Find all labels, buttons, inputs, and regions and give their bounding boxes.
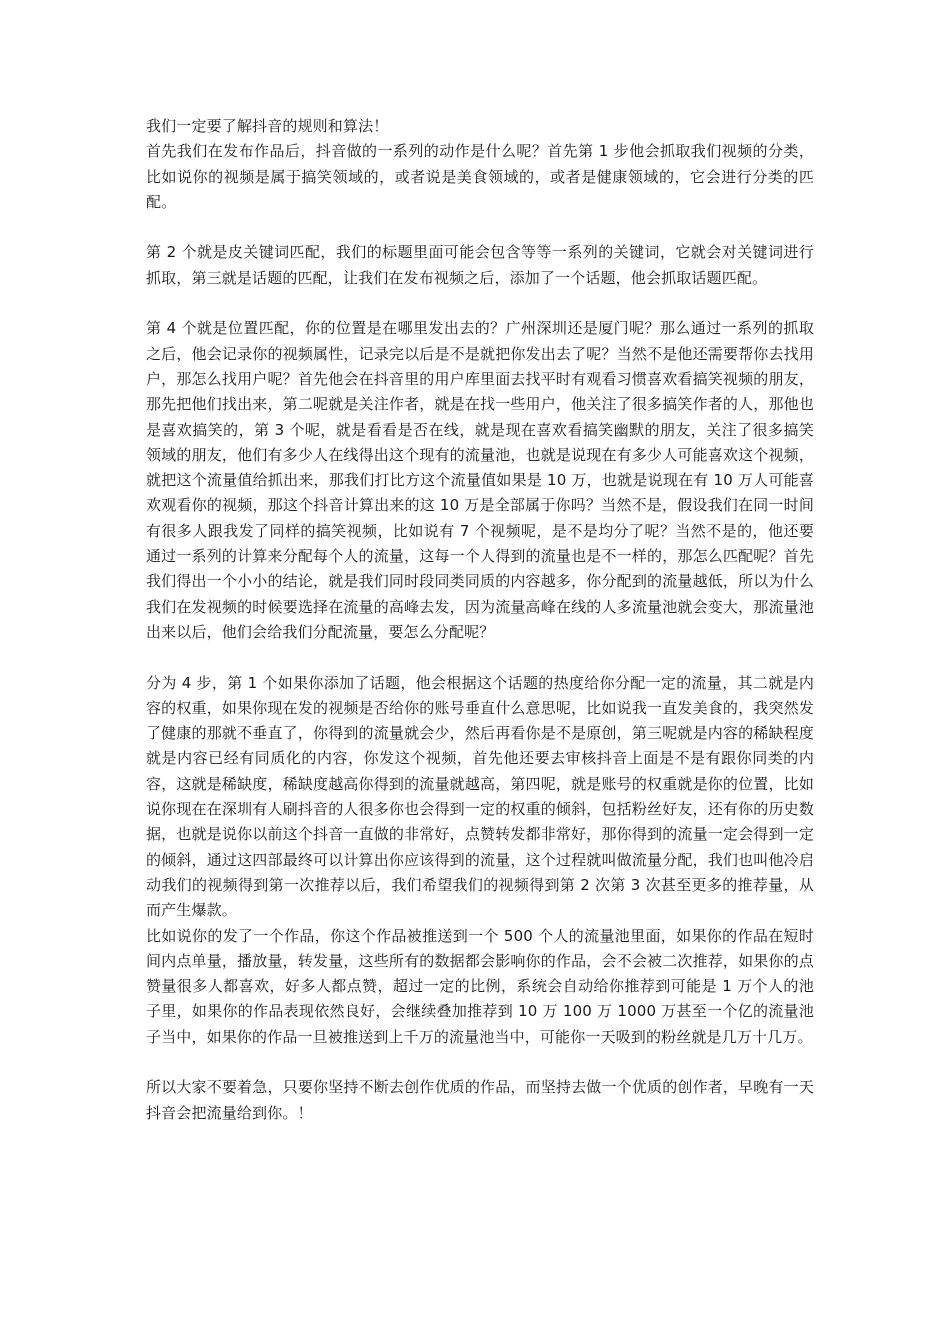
blank-line <box>146 645 814 670</box>
paragraph-conclusion: 所以大家不要着急，只要你坚持不断去创作优质的作品，而坚持去做一个优质的创作者，早晚有一天抖音会把流量给到你。！ <box>146 1078 814 1122</box>
blank-line <box>146 291 814 316</box>
document-title-line: 我们一定要了解抖音的规则和算法！ <box>146 117 389 135</box>
paragraph-keywords: 第 2 个就是皮关键词匹配，我们的标题里面可能会包含等等一系列的关键词，它就会对关键词进行抓取，第三就是话题的匹配，让我们在发布视频之后，添加了一个话题，他会抓取话题匹配。 <box>146 243 814 287</box>
document-body <box>146 114 814 1126</box>
paragraph-classification: 首先我们在发布作品后，抖音做的一系列的动作是什么呢？首先第 1 步他会抓取我们视频的分类，比如说你的视频是属于搞笑领域的，或者说是美食领域的，或者是健康领域的，它会进行分类的匹配。 <box>146 142 814 211</box>
blank-line <box>146 215 814 240</box>
paragraph-location: 第 4 个就是位置匹配，你的位置是在哪里发出去的？广州深圳还是厦门呢？那么通过一系列的抓取之后，他会记录你的视频属性，记录完以后是不是就把你发出去了呢？当然不是他还需要帮你去找用户，那怎么找用户呢？首先他会在抖音里的用户库里面去找平时有观看习惯喜欢看搞笑视频的朋友，那先把他们找出来，第二呢就是关注作者，就是在找一些用户，他关注了很多搞笑作者的人，那他也是喜欢搞笑的，第 3 个呢，就是看看是否在线，就是现在喜欢看搞笑幽默的朋友，关注了很多搞笑领域的朋友，他们有多少人在线得出这个现有的流量池，也就是说现在有多少人可能喜欢这个视频，就把这个流量值给抓出来，那我们打比方这个流量值如果是 10 万，也就是说现在有 10 万人可能喜欢观看你的视频，那这个抖音计算出来的这 10 万是全部属于你吗？当然不是，假设我们在同一时间有很多人跟我发了同样的搞笑视频，比如说有 7 个视频呢，是不是均分了呢？当然不是的，他还要通过一系列的计算来分配每个人的流量，这每一个人得到的流量也是不一样的，那怎么匹配呢？首先我们得出一个小小的结论，就是我们同时段同类同质的内容越多，你分配到的流量越低，所以为什么我们在发视频的时候要选择在流量的高峰去发，因为流量高峰在线的人多流量池就会变大，那流量池出来以后，他们会给我们分配流量，要怎么分配呢？ <box>146 319 814 641</box>
paragraph-traffic-pool: 比如说你的发了一个作品，你这个作品被推送到一个 500 个人的流量池里面，如果你的作品在短时间内点单量，播放量，转发量，这些所有的数据都会影响你的作品，会不会被二次推荐，如果你的点赞量很多人都喜欢，好多人都点赞，超过一定的比例，系统会自动给你推荐到可能是 1 万个人的池子里，如果你的作品表现依然良好，会继续叠加推荐到 10 万 100 万 1000 万甚至一个亿的流量池子当中，如果你的作品一旦被推送到上千万的流量池当中，可能你一天吸到的粉丝就是几万十几万。 <box>146 926 814 1046</box>
paragraph-four-steps: 分为 4 步，第 1 个如果你添加了话题，他会根据这个话题的热度给你分配一定的流量，其二就是内容的权重，如果你现在发的视频是否给你的账号垂直什么意思呢，比如说我一直发美食的，我突然发了健康的那就不垂直了，你得到的流量就会少，然后再看你是不是原创，第三呢就是内容的稀缺程度就是内容已经有同质化的内容，你发这个视频，首先他还要去审核抖音上面是不是有跟你同类的内容，这就是稀缺度，稀缺度越高你得到的流量就越高，第四呢，就是账号的权重就是你的位置，比如说你现在在深圳有人刷抖音的人很多你也会得到一定的权重的倾斜，包括粉丝好友，还有你的历史数据，也就是说你以前这个抖音一直做的非常好，点赞转发都非常好，那你得到的流量一定会得到一定的倾斜，通过这四部最终可以计算出你应该得到的流量，这个过程就叫做流量分配，我们也叫他冷启动我们的视频得到第一次推荐以后，我们希望我们的视频得到第 2 次第 3 次甚至更多的推荐量，从而产生爆款。 <box>146 673 814 920</box>
blank-line <box>146 1050 814 1075</box>
